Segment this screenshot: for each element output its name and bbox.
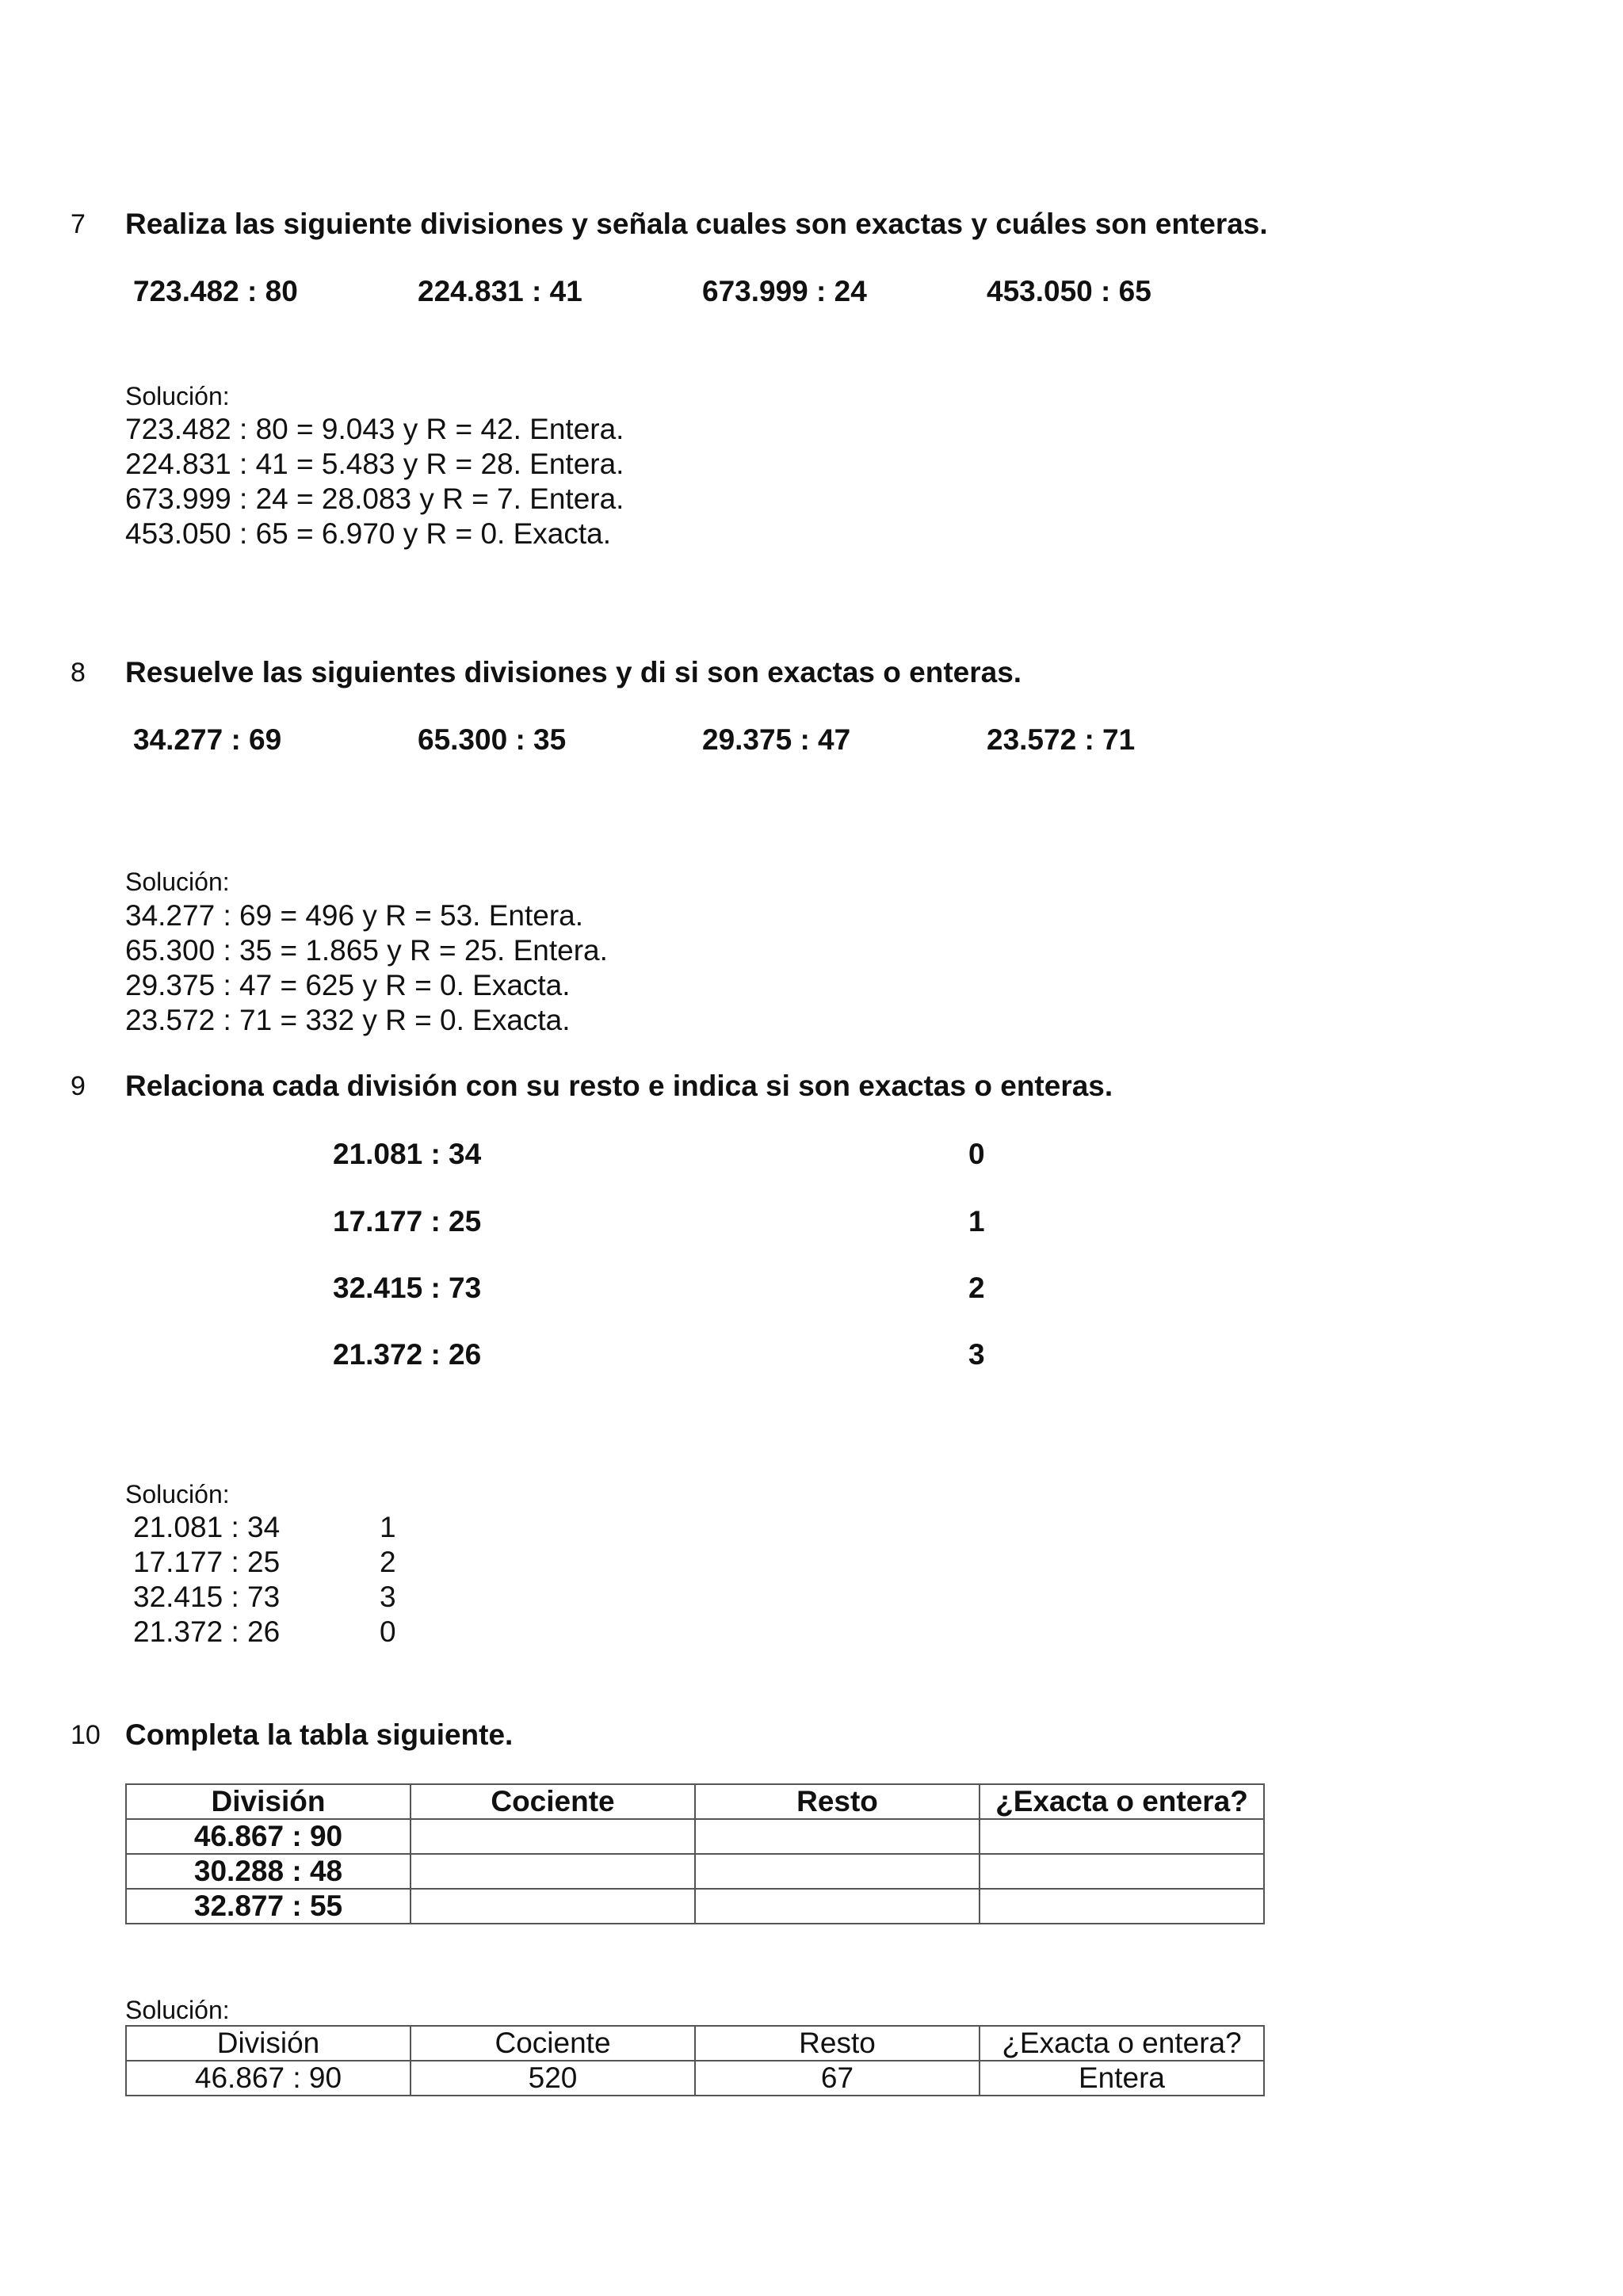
solution-remainder: 2 bbox=[380, 1546, 396, 1578]
exercise-10-solution-table bbox=[125, 2025, 1265, 2096]
exercise-9-remainder-1: 0 bbox=[968, 1138, 985, 1170]
solution-line: 453.050 : 65 = 6.970 y R = 0. Exacta. bbox=[125, 517, 611, 550]
solution-line: 224.831 : 41 = 5.483 y R = 28. Entera. bbox=[125, 448, 624, 480]
cell-type-blank[interactable] bbox=[980, 1854, 1264, 1889]
solution-remainder: 3 bbox=[380, 1581, 396, 1613]
exercise-8-op-4: 23.572 : 71 bbox=[987, 723, 1136, 756]
exercise-9-division-3: 32.415 : 73 bbox=[333, 1272, 482, 1304]
solution-remainder: 0 bbox=[380, 1615, 396, 1648]
table-header-row bbox=[126, 2026, 1264, 2061]
exercise-9-remainder-4: 3 bbox=[968, 1338, 985, 1371]
exercise-9-division-2: 17.177 : 25 bbox=[333, 1205, 482, 1238]
exercise-10-number: 10 bbox=[71, 1720, 101, 1750]
solution-division: 21.372 : 26 bbox=[133, 1615, 281, 1648]
exercise-7-solution-label: Solución: bbox=[125, 382, 230, 410]
cell-quotient-blank[interactable] bbox=[411, 1819, 695, 1854]
exercise-9-remainder-3: 2 bbox=[968, 1272, 985, 1304]
header-quotient: Cociente bbox=[411, 1784, 695, 1819]
cell-division: 30.288 : 48 bbox=[126, 1854, 411, 1889]
exercise-7-op-2: 224.831 : 41 bbox=[418, 275, 582, 307]
table-header-row bbox=[126, 1784, 1264, 1819]
exercise-8-op-1: 34.277 : 69 bbox=[133, 723, 282, 756]
cell-remainder-blank[interactable] bbox=[695, 1854, 980, 1889]
header-division: División bbox=[126, 1784, 411, 1819]
solution-line: 23.572 : 71 = 332 y R = 0. Exacta. bbox=[125, 1004, 571, 1036]
cell-quotient: 520 bbox=[411, 2061, 695, 2096]
solution-line: 34.277 : 69 = 496 y R = 53. Entera. bbox=[125, 899, 584, 932]
header-division: División bbox=[126, 2026, 411, 2061]
cell-quotient-blank[interactable] bbox=[411, 1854, 695, 1889]
cell-remainder-blank[interactable] bbox=[695, 1819, 980, 1854]
table-row bbox=[126, 1889, 1264, 1924]
exercise-9-solution-label: Solución: bbox=[125, 1480, 230, 1508]
header-exact-or-integer: ¿Exacta o entera? bbox=[980, 2026, 1264, 2061]
exercise-9-division-4: 21.372 : 26 bbox=[333, 1338, 482, 1371]
solution-line: 673.999 : 24 = 28.083 y R = 7. Entera. bbox=[125, 482, 624, 515]
exercise-8-op-2: 65.300 : 35 bbox=[418, 723, 567, 756]
exercise-9-remainder-2: 1 bbox=[968, 1205, 985, 1238]
exercise-7-statement: Realiza las siguiente divisiones y señala cuales son exactas y cuáles son enteras. bbox=[125, 208, 1268, 240]
exercise-7-op-4: 453.050 : 65 bbox=[987, 275, 1151, 307]
solution-division: 21.081 : 34 bbox=[133, 1511, 281, 1543]
cell-remainder: 67 bbox=[695, 2061, 980, 2096]
solution-line: 29.375 : 47 = 625 y R = 0. Exacta. bbox=[125, 969, 571, 1001]
table-row bbox=[126, 1854, 1264, 1889]
exercise-10-table bbox=[125, 1783, 1265, 1924]
cell-quotient-blank[interactable] bbox=[411, 1889, 695, 1924]
header-remainder: Resto bbox=[695, 2026, 980, 2061]
solution-division: 17.177 : 25 bbox=[133, 1546, 281, 1578]
cell-type-blank[interactable] bbox=[980, 1819, 1264, 1854]
exercise-9-division-1: 21.081 : 34 bbox=[333, 1138, 482, 1170]
solution-line: 65.300 : 35 = 1.865 y R = 25. Entera. bbox=[125, 934, 608, 967]
cell-division: 46.867 : 90 bbox=[126, 2061, 411, 2096]
table-row bbox=[126, 2061, 1264, 2096]
exercise-7-number: 7 bbox=[71, 209, 86, 239]
table-row bbox=[126, 1819, 1264, 1854]
exercise-9-statement: Relaciona cada división con su resto e indica si son exactas o enteras. bbox=[125, 1070, 1113, 1102]
exercise-7-op-3: 673.999 : 24 bbox=[702, 275, 867, 307]
exercise-8-number: 8 bbox=[71, 658, 86, 688]
solution-division: 32.415 : 73 bbox=[133, 1581, 281, 1613]
cell-type: Entera bbox=[980, 2061, 1264, 2096]
header-exact-or-integer: ¿Exacta o entera? bbox=[980, 1784, 1264, 1819]
cell-division: 32.877 : 55 bbox=[126, 1889, 411, 1924]
exercise-7-op-1: 723.482 : 80 bbox=[133, 275, 298, 307]
exercise-9-number: 9 bbox=[71, 1071, 86, 1101]
header-remainder: Resto bbox=[695, 1784, 980, 1819]
exercise-10-solution-label: Solución: bbox=[125, 1996, 230, 2024]
cell-division: 46.867 : 90 bbox=[126, 1819, 411, 1854]
exercise-8-solution-label: Solución: bbox=[125, 868, 230, 896]
header-quotient: Cociente bbox=[411, 2026, 695, 2061]
solution-remainder: 1 bbox=[380, 1511, 396, 1543]
exercise-10-statement: Completa la tabla siguiente. bbox=[125, 1718, 514, 1751]
cell-remainder-blank[interactable] bbox=[695, 1889, 980, 1924]
solution-line: 723.482 : 80 = 9.043 y R = 42. Entera. bbox=[125, 413, 624, 445]
cell-type-blank[interactable] bbox=[980, 1889, 1264, 1924]
exercise-8-statement: Resuelve las siguientes divisiones y di si son exactas o enteras. bbox=[125, 656, 1022, 688]
exercise-8-op-3: 29.375 : 47 bbox=[702, 723, 851, 756]
